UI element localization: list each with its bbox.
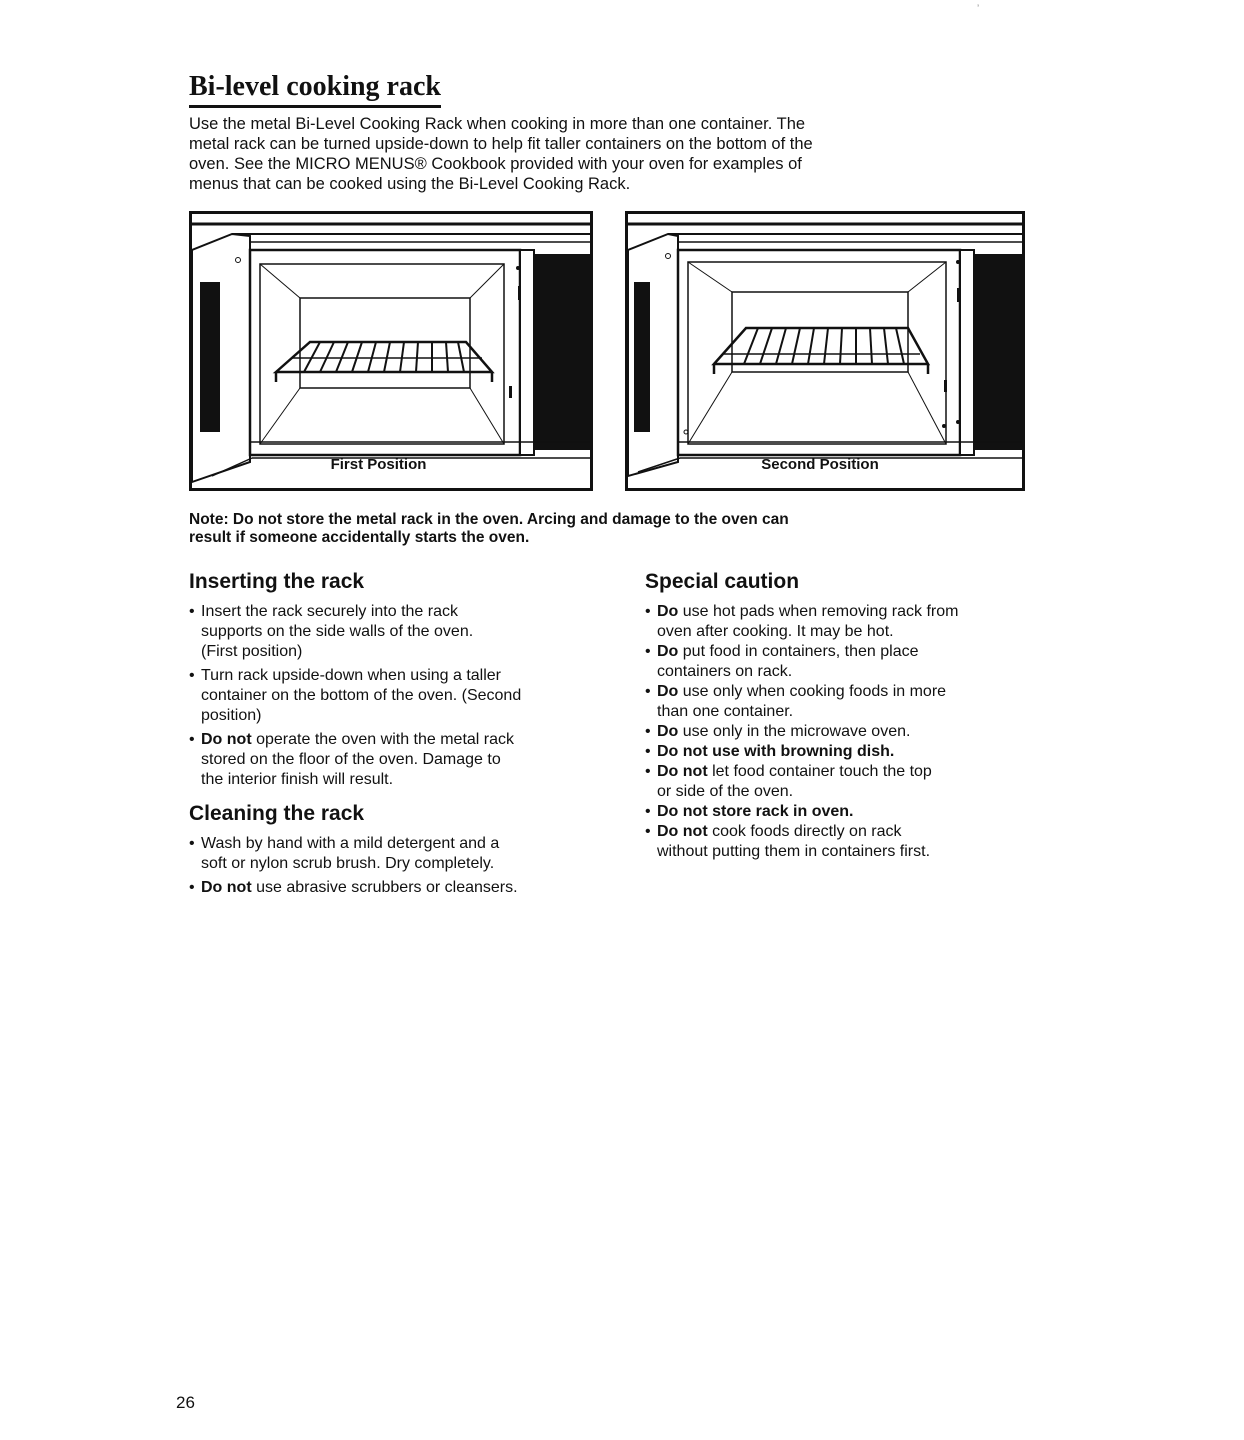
list-item: • Insert the rack securely into the rack supports on the side walls of the oven. (First position) (189, 602, 609, 662)
second-position-figure (625, 211, 1025, 491)
intro-line: oven. See the MICRO MENUS® Cookbook provided with your oven for examples of (189, 155, 802, 173)
oven-first-position-illustration (192, 214, 590, 488)
list-item: • Do put food in containers, then place containers on rack. (645, 642, 1065, 682)
intro-paragraph (189, 114, 949, 194)
list-item: • Do not store rack in oven. (645, 802, 1065, 822)
cleaning-heading: Cleaning the rack (189, 802, 365, 825)
list-item: • Do not operate the oven with the metal rack stored on the floor of the oven. Damage to the interior finish will result. (189, 730, 609, 790)
caution-list (645, 602, 1065, 862)
list-item: • Do not let food container touch the top or side of the oven. (645, 762, 1065, 802)
list-item: • Turn rack upside-down when using a taller container on the bottom of the oven. (Second position) (189, 666, 609, 726)
list-item: • Do not use abrasive scrubbers or cleansers. (189, 878, 609, 898)
warning-note (189, 511, 949, 547)
list-item: • Do not cook foods directly on rack without putting them in containers first. (645, 822, 1065, 862)
page-title: Bi-level cooking rack (189, 70, 441, 108)
right-column (645, 568, 1065, 862)
list-item: • Do use only when cooking foods in more than one container. (645, 682, 1065, 722)
intro-line: metal rack can be turned upside-down to help fit taller containers on the bottom of the (189, 135, 813, 153)
figure-caption: Second Position (761, 456, 879, 473)
list-item: • Do use only in the microwave oven. (645, 722, 1065, 742)
corner-mark: ʼ (977, 4, 980, 15)
intro-line: menus that can be cooked using the Bi-Level Cooking Rack. (189, 175, 631, 193)
inserting-heading: Inserting the rack (189, 570, 365, 593)
cleaning-list (189, 834, 609, 898)
list-item: • Do use hot pads when removing rack from oven after cooking. It may be hot. (645, 602, 1065, 642)
inserting-list (189, 602, 609, 790)
note-line: result if someone accidentally starts the oven. (189, 529, 530, 546)
oven-second-position-illustration (628, 214, 1022, 488)
left-column (189, 568, 609, 898)
caution-heading: Special caution (645, 570, 800, 593)
page-number: 26 (176, 1393, 195, 1412)
first-position-figure (189, 211, 593, 491)
figure-caption: First Position (330, 456, 427, 473)
intro-line: Use the metal Bi-Level Cooking Rack when cooking in more than one container. The (189, 115, 806, 133)
list-item: • Do not use with browning dish. (645, 742, 1065, 762)
note-line: Note: Do not store the metal rack in the oven. Arcing and damage to the oven can (189, 511, 789, 528)
list-item: • Wash by hand with a mild detergent and a soft or nylon scrub brush. Dry completely. (189, 834, 609, 874)
